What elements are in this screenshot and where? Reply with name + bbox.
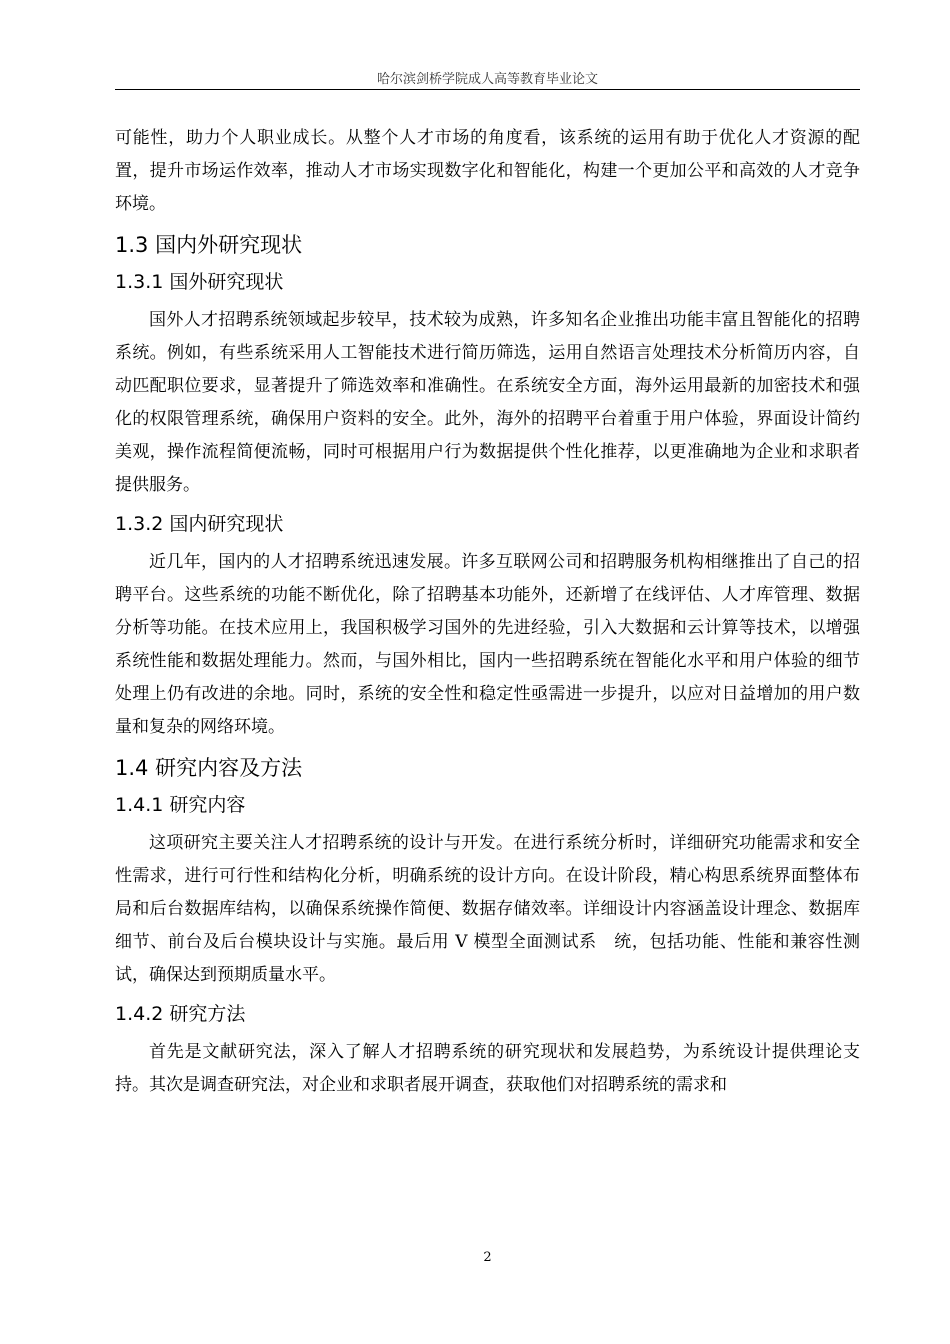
- paragraph-foreign-research: 国外人才招聘系统领域起步较早，技术较为成熟，许多知名企业推出功能丰富且智能化的招聘系统。例如，有些系统采用人工智能技术进行简历筛选，运用自然语言处理技术分析简历内容，自动匹配职位要求，显著提升了筛选效率和准确性。在系统安全方面，海外运用最新的加密技术和强化的权限管理系统，确保用户资料的安全。此外，海外的招聘平台着重于用户体验，界面设计简约美观，操作流程简便流畅，同时可根据用户行为数据提供个性化推荐，以更准确地为企业和求职者提供服务。: [115, 310, 860, 495]
- paragraph-research-methods: 首先是文献研究法，深入了解人才招聘系统的研究现状和发展趋势，为系统设计提供理论支持。其次是调查研究法，对企业和求职者展开调查，获取他们对招聘系统的需求和: [115, 1042, 860, 1095]
- section-heading-1-4: 1.4 研究内容及方法: [115, 756, 303, 780]
- section-heading-1-3: 1.3 国内外研究现状: [115, 233, 303, 257]
- paragraph-intro: 可能性，助力个人职业成长。从整个人才市场的角度看，该系统的运用有助于优化人才资源的配置，提升市场运作效率，推动人才市场实现数字化和智能化，构建一个更加公平和高效的人才竞争环境。: [115, 128, 860, 214]
- subsection-heading-1-3-1: 1.3.1 国外研究现状: [115, 271, 284, 293]
- paragraph-research-content: 这项研究主要关注人才招聘系统的设计与开发。在进行系统分析时，详细研究功能需求和安全性需求，进行可行性和结构化分析，明确系统的设计方向。在设计阶段，精心构思系统界面整体布局和后台数据库结构，以确保系统操作简便、数据存储效率。详细设计内容涵盖设计理念、数据库细节、前台及后台模块设计与实施。最后用 V 模型全面测试系 统，包括功能、性能和兼容性测试，确保达到预期质量水平。: [115, 833, 860, 985]
- body-text: [115, 122, 860, 1102]
- header-divider: [115, 89, 860, 90]
- subsection-heading-1-3-2: 1.3.2 国内研究现状: [115, 513, 284, 535]
- paragraph-domestic-research: 近几年，国内的人才招聘系统迅速发展。许多互联网公司和招聘服务机构相继推出了自己的招聘平台。这些系统的功能不断优化，除了招聘基本功能外，还新增了在线评估、人才库管理、数据分析等功能。在技术应用上，我国积极学习国外的先进经验，引入大数据和云计算等技术，以增强系统性能和数据处理能力。然而，与国外相比，国内一些招聘系统在智能化水平和用户体验的细节处理上仍有改进的余地。同时，系统的安全性和稳定性亟需进一步提升，以应对日益增加的用户数量和复杂的网络环境。: [115, 552, 860, 737]
- subsection-heading-1-4-1: 1.4.1 研究内容: [115, 794, 246, 816]
- page-number: 2: [483, 1250, 492, 1265]
- subsection-heading-1-4-2: 1.4.2 研究方法: [115, 1003, 246, 1025]
- page-header: 哈尔滨剑桥学院成人高等教育毕业论文: [376, 72, 598, 87]
